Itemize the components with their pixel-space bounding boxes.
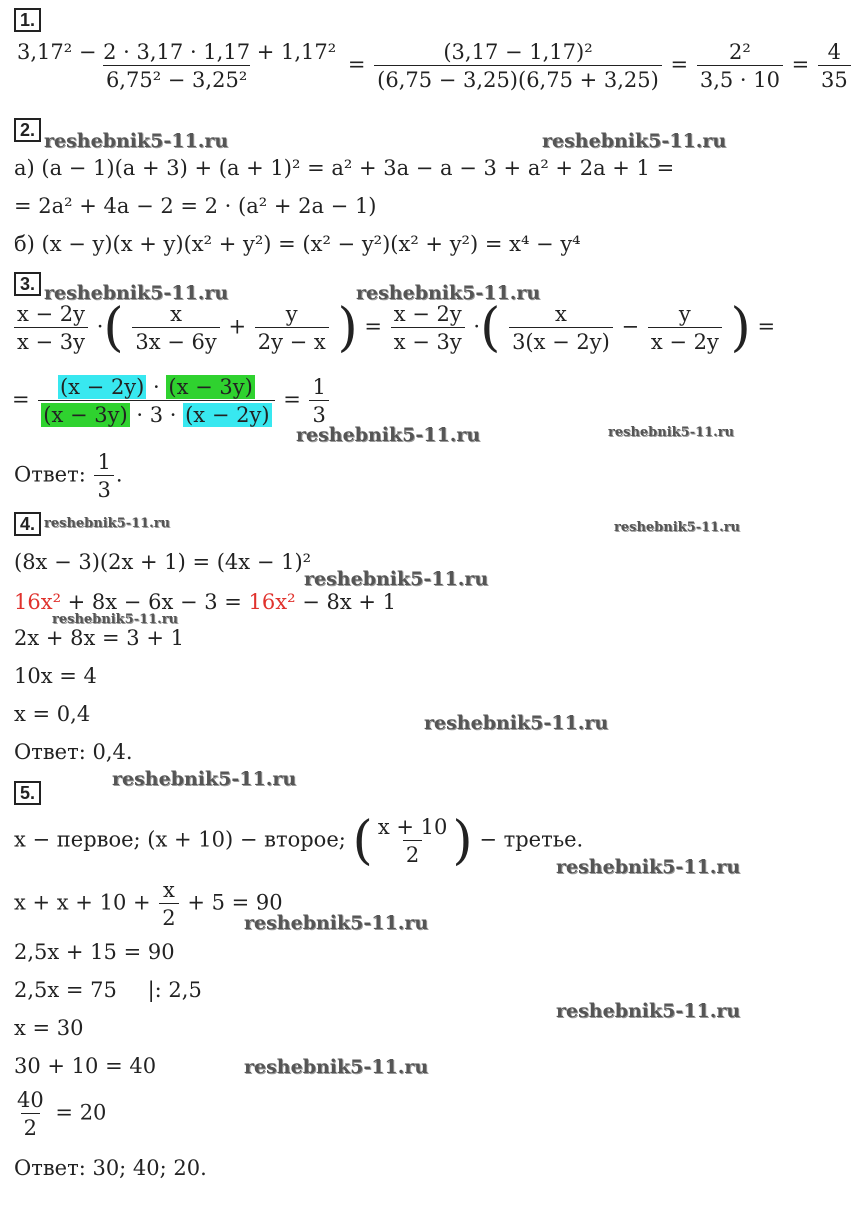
p5-line-1-a: x − первое; (x + 10) − второе; (14, 827, 346, 852)
p3-f3-den: 2y − x (255, 327, 329, 354)
p3-f3 (255, 302, 329, 354)
p3-f5-num: x (555, 302, 567, 326)
p4-line-1: (8x − 3)(2x + 1) = (4x − 1)² (14, 550, 312, 574)
watermark: reshebnik5-11.ru (112, 768, 297, 790)
p5-line-1: x − первое; (x + 10) − второе; ( $\frac{x + 10}{2}$ ) − третье. (14, 811, 584, 871)
p3-line-2: = $\frac{(x - 2y) \cdot (x - 3y)}{(x - 3y) \cdot 3 \cdot (x - 2y)}$ = $\frac{1}{3}$ (12, 375, 331, 427)
p4-red-term-1: 16x² (14, 590, 61, 614)
p4-red-term-2: 16x² (248, 590, 296, 614)
p3-f6-num: y (678, 302, 691, 326)
p5-line-2-b: + 5 = 90 (187, 890, 283, 915)
p1-r2-numerator: 4 (827, 40, 841, 64)
p3-hl-green-top: (x − 3y) (168, 375, 253, 399)
watermark: reshebnik5-11.ru (614, 520, 741, 535)
p5-x-half-num: x (163, 878, 175, 902)
p3-f1-den: x − 3y (14, 327, 88, 354)
p5-line-4 (14, 978, 202, 1002)
p3-result (309, 375, 328, 427)
p3-hl-cyan-top: (x − 2y) (59, 375, 145, 399)
p1-mid-denominator: (6,75 − 3,25)(6,75 + 3,25) (374, 65, 662, 92)
p4-line-4: 10x = 4 (14, 664, 97, 688)
p2-line-b: б) (x − y)(x + y)(x² + y²) = (x² − y²)(x² + y²) = x⁴ − y⁴ (14, 232, 581, 256)
watermark: reshebnik5-11.ru (52, 612, 179, 627)
p5-third-den: 2 (403, 840, 422, 867)
p4-answer: Ответ: 0,4. (14, 740, 133, 764)
p5-line-2-a: x + x + 10 + (14, 890, 151, 915)
p3-f1-num: x − 2y (17, 302, 86, 326)
p3-f2-den: 3x − 6y (132, 327, 219, 354)
p3-line-1: $\frac{x - 2y}{x - 3y}$ ·( $\frac{x}{3x - 6y}$ + $\frac{y}{2y - x}$ ) = $\frac{x - 2y}{x - 3y}$ ·( $\frac{x}{3(x - 2y)}$ − $\frac{y}{x - 2y}$ ) = (12, 302, 775, 354)
p3-highlight-fraction (38, 375, 274, 427)
p5-forty-half (14, 1088, 47, 1140)
p5-line-5: x = 30 (14, 1016, 84, 1040)
watermark: reshebnik5-11.ru (44, 516, 171, 531)
watermark: reshebnik5-11.ru (304, 568, 489, 590)
p5-line-6: 30 + 10 = 40 (14, 1054, 157, 1078)
p3-f2 (132, 302, 219, 354)
watermark: reshebnik5-11.ru (556, 856, 741, 878)
p3-f4-num: x − 2y (393, 302, 462, 326)
p1-lhs-fraction (14, 40, 339, 92)
watermark: reshebnik5-11.ru (244, 912, 429, 934)
watermark: reshebnik5-11.ru (542, 130, 727, 152)
p5-third-num: x + 10 (377, 815, 448, 839)
p5-third-fraction (375, 815, 451, 867)
p3-f5-den: 3(x − 2y) (509, 327, 613, 354)
p5-line-4-div: |: 2,5 (147, 978, 202, 1002)
p5-forty-den: 2 (21, 1113, 40, 1140)
p1-lhs-numerator: 3,17² − 2 · 3,17 · 1,17 + 1,17² (17, 40, 337, 64)
p3-result-num: 1 (312, 375, 326, 399)
watermark: reshebnik5-11.ru (556, 1000, 741, 1022)
p3-hl-denominator: (x − 3y) · 3 · (x − 2y) (38, 400, 274, 427)
p2-line-a2: = 2a² + 4a − 2 = 2 · (a² + 2a − 1) (14, 194, 377, 218)
problem-label-3: 3. (14, 272, 41, 296)
watermark: reshebnik5-11.ru (244, 1056, 429, 1078)
p3-hl-numerator: (x − 2y) · (x − 3y) (59, 375, 253, 399)
p3-f6-den: x − 2y (648, 327, 722, 354)
p1-equation: $\frac{\text{3,17² − 2 · 3,17 · 1,17 + 1,17²}}{\text{6,75² − 3,25²}}$ = $\frac{\text{(3,17 − 1,17)²}}{(6,75 - 3,25)(6,75 + 3,25)}$ = $\frac{\text{2²}}{3,5 \cdot 10}$ = $\frac{4}{35}$ (12, 40, 853, 92)
p1-r1-numerator: 2² (729, 40, 751, 64)
watermark: reshebnik5-11.ru (44, 130, 229, 152)
p5-answer: Ответ: 30; 40; 20. (14, 1156, 207, 1180)
p3-hl-cyan-bottom: (x − 2y) (185, 403, 270, 427)
p3-f4 (391, 302, 465, 354)
p5-forty-num: 40 (17, 1088, 44, 1112)
problem-label-5: 5. (14, 781, 41, 805)
p5-line-7-b: = 20 (55, 1100, 107, 1125)
p4-line-2-mid: + 8x − 6x − 3 = (60, 590, 249, 614)
p3-answer-fraction (94, 450, 113, 502)
p2-line-a: а) (a − 1)(a + 3) + (a + 1)² = a² + 3a − a − 3 + a² + 2a + 1 = (14, 156, 675, 180)
p1-lhs-denominator: 6,75² − 3,25² (103, 65, 250, 92)
p3-f2-num: x (170, 302, 182, 326)
p3-f3-num: y (285, 302, 298, 326)
p3-f5 (509, 302, 613, 354)
p3-result-den: 3 (309, 400, 328, 427)
watermark: reshebnik5-11.ru (356, 282, 541, 304)
problem-label-2: 2. (14, 118, 41, 142)
p5-line-4-eq: 2,5x = 75 (14, 978, 117, 1002)
p3-answer: Ответ: $\frac{1}{3}$ . (14, 450, 123, 502)
problem-label-4: 4. (14, 512, 41, 536)
p5-line-2 (14, 878, 283, 930)
watermark: reshebnik5-11.ru (424, 712, 609, 734)
p5-line-1-b: − третье. (479, 827, 584, 852)
p5-x-half (159, 878, 178, 930)
p3-f1 (14, 302, 88, 354)
p1-mid-fraction (374, 40, 662, 92)
watermark: reshebnik5-11.ru (296, 424, 481, 446)
p1-r2-fraction (818, 40, 851, 92)
watermark: reshebnik5-11.ru (608, 425, 735, 440)
p3-f6 (648, 302, 722, 354)
p1-r1-denominator: 3,5 · 10 (697, 65, 783, 92)
p5-line-3: 2,5x + 15 = 90 (14, 940, 175, 964)
p1-r1-fraction (697, 40, 783, 92)
p4-line-5: x = 0,4 (14, 702, 91, 726)
p3-f4-den: x − 3y (391, 327, 465, 354)
p5-line-7 (12, 1088, 106, 1140)
p3-answer-label: Ответ: (14, 462, 86, 487)
p4-line-2 (14, 590, 396, 614)
p5-x-half-den: 2 (159, 903, 178, 930)
p1-mid-numerator: (3,17 − 1,17)² (443, 40, 593, 64)
problem-label-1: 1. (14, 8, 41, 32)
p3-answer-num: 1 (97, 450, 111, 474)
watermark: reshebnik5-11.ru (44, 282, 229, 304)
p3-answer-den: 3 (94, 475, 113, 502)
p4-line-2-end: − 8x + 1 (295, 590, 396, 614)
p3-hl-green-bottom: (x − 3y) (43, 403, 128, 427)
p4-line-3: 2x + 8x = 3 + 1 (14, 626, 184, 650)
p1-r2-denominator: 35 (818, 65, 851, 92)
